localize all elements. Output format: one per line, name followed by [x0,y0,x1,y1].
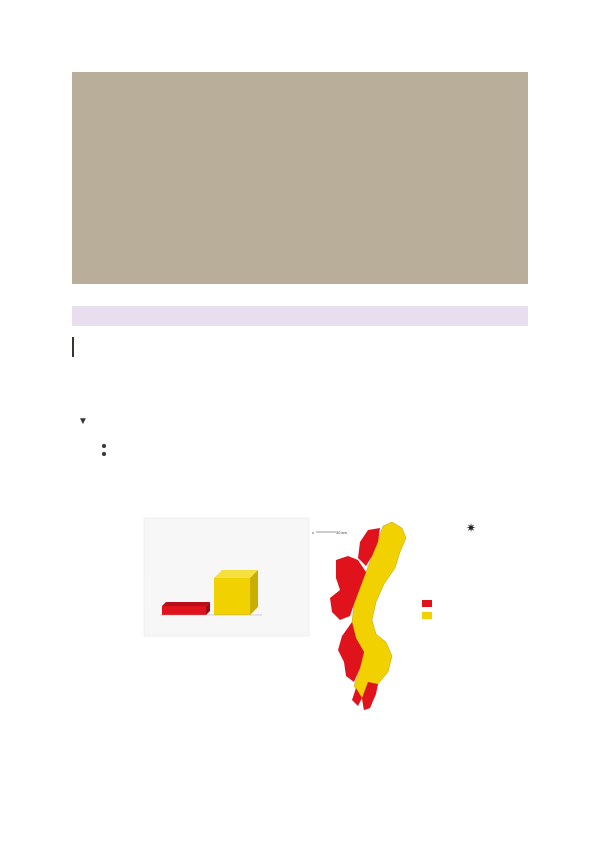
svg-text:·: · [146,596,147,599]
header-collage-image [72,72,528,284]
svg-text:30 km: 30 km [336,530,347,535]
bar-valenciano [214,570,258,615]
svg-text:x: x [312,530,314,535]
svg-text:·: · [146,606,147,609]
limitations-list [98,436,528,444]
legal-quote [72,337,528,357]
figure-composite [140,516,477,716]
compass-icon: ✷ [466,521,477,535]
comparison-chart [144,518,309,636]
svg-text:·: · [146,586,147,589]
svg-text:·: · [146,576,147,579]
bar-castellano [162,602,210,615]
valencia-map [312,521,476,710]
page-heading [72,306,528,326]
triangle-down-icon: ▼ [78,416,88,427]
toggle-limitacions[interactable] [78,411,94,431]
